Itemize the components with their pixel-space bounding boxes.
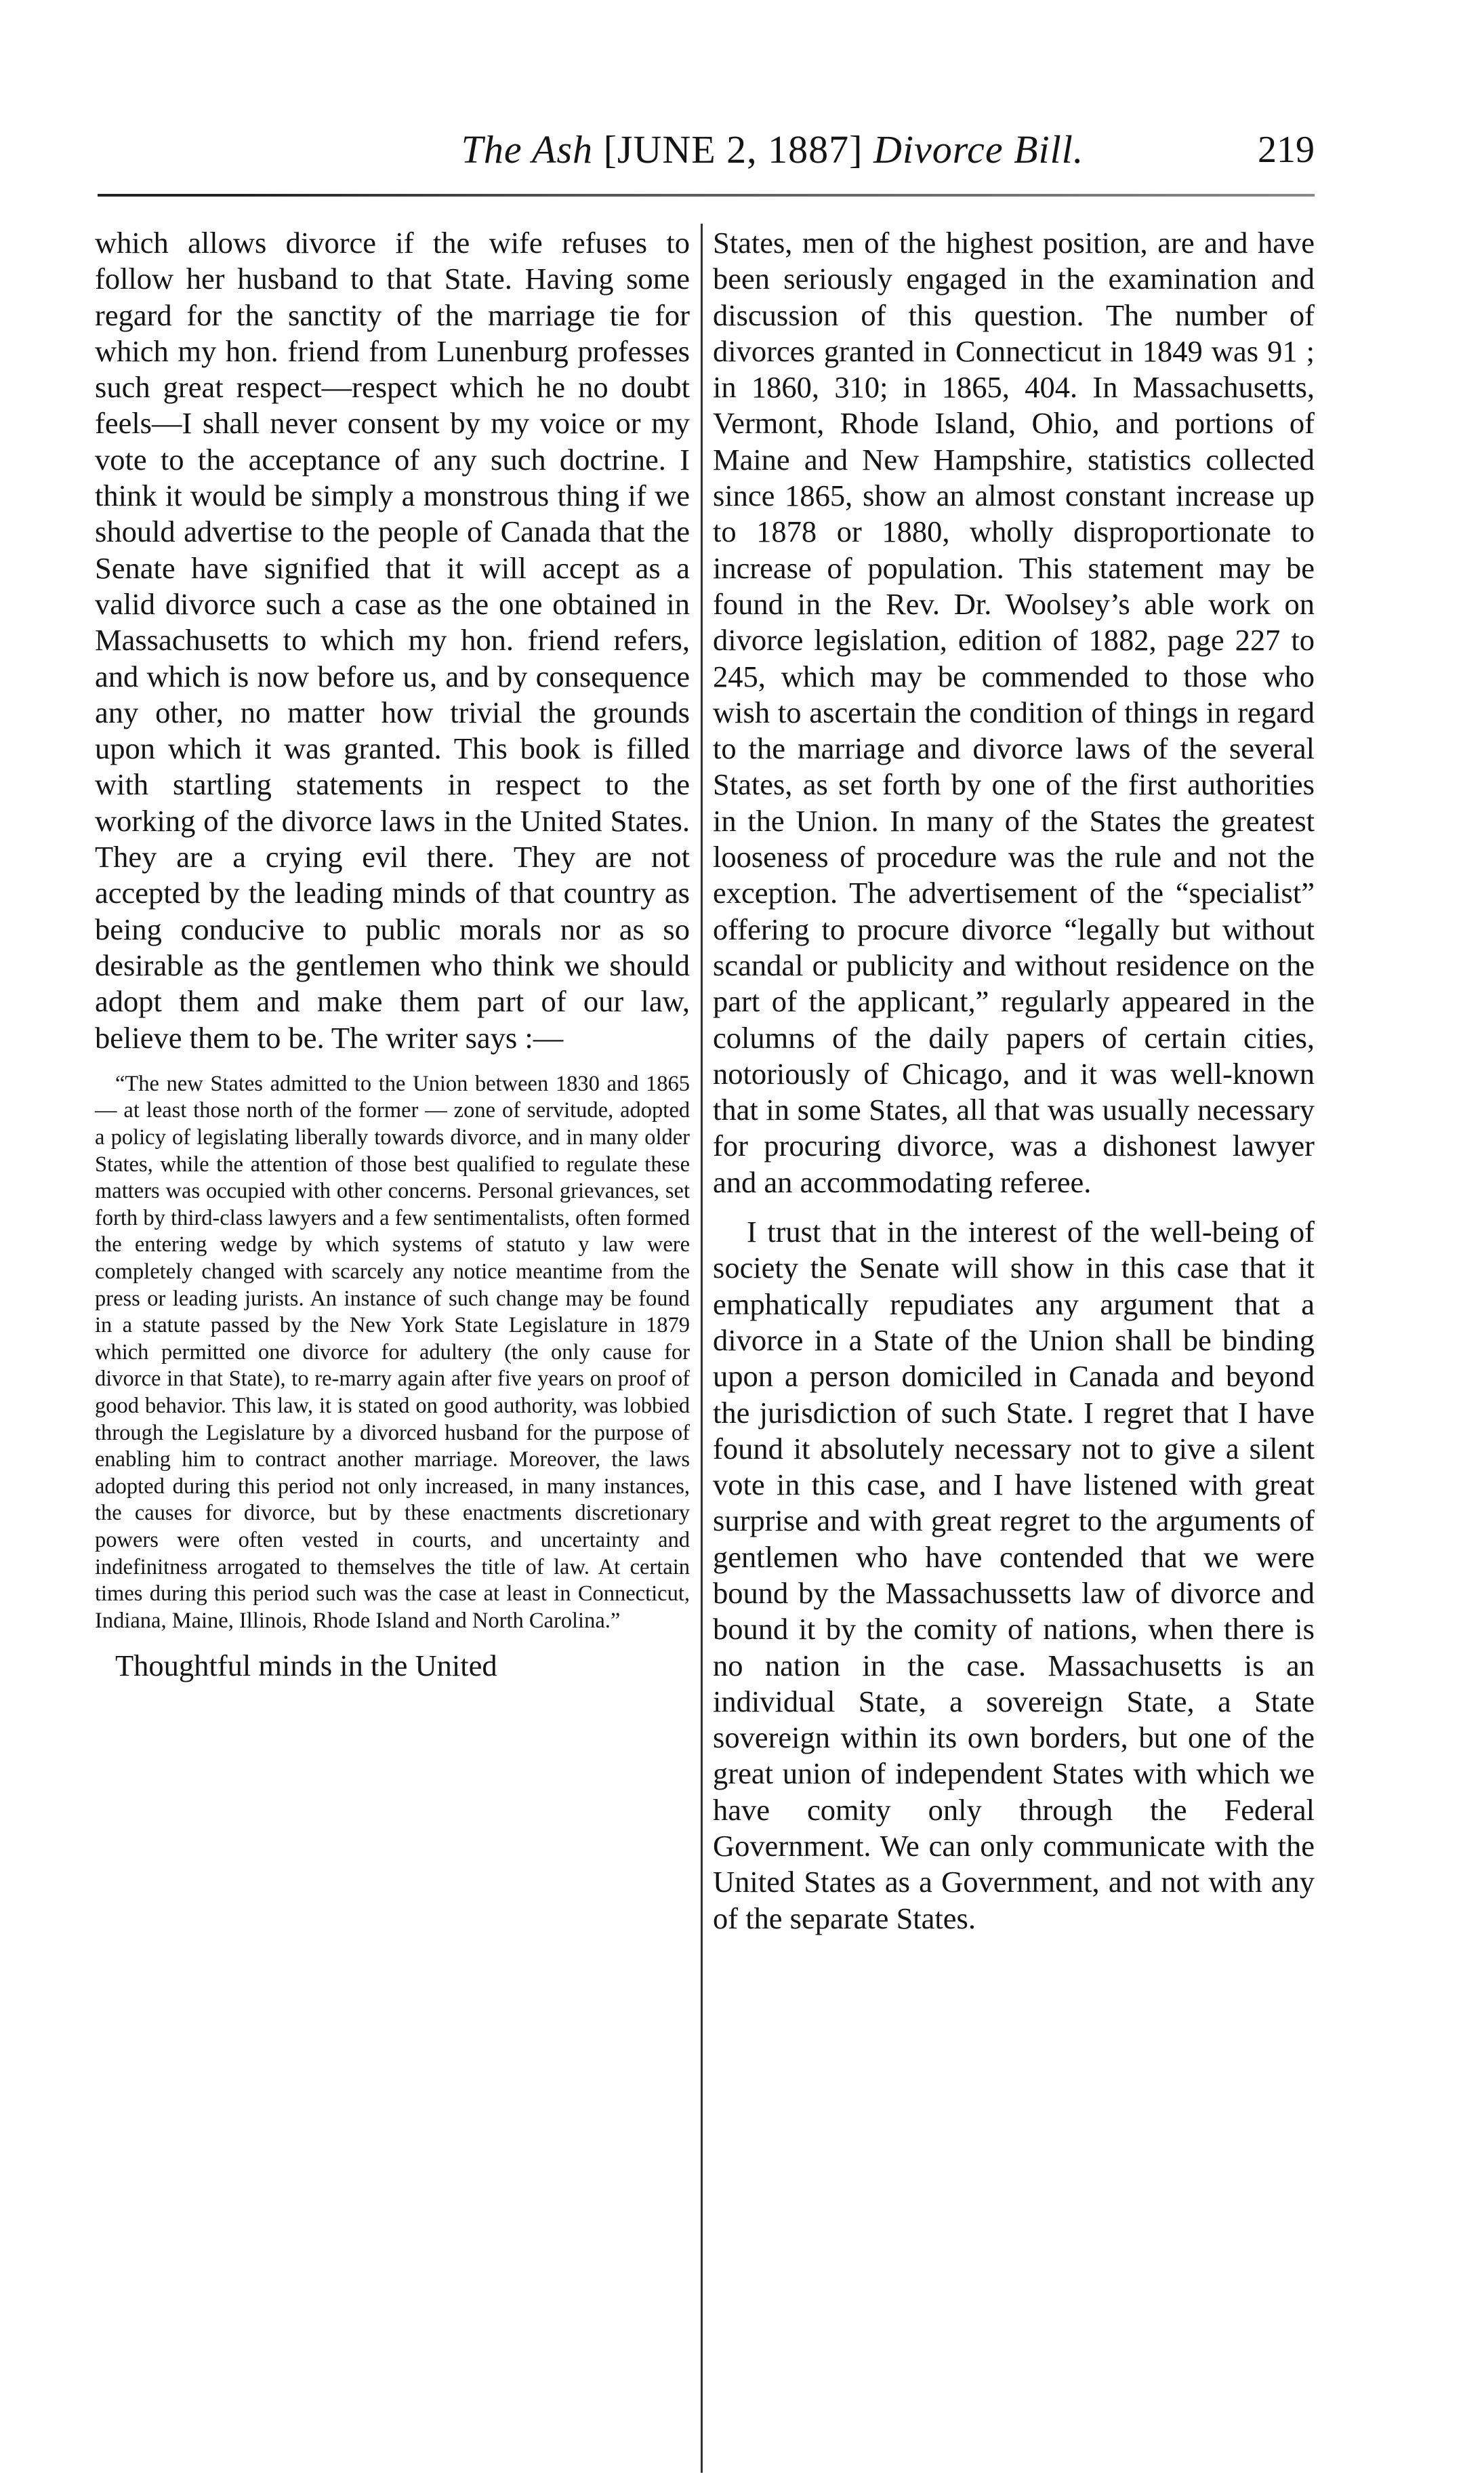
column-divider	[701, 224, 703, 2473]
block-quote: “The new States admitted to the Union between 1830 and 1865 — at least those north of the former — zone of servitude, adopted a policy of legislating liberally towards divorce, and in many older States, while the attention of those best qualified to regulate these matters was occupied with other concerns. Personal grievances, set forth by third-class lawyers and a few sentimentalists, often formed the entering wedge by which systems of statuto y law were completely changed with scarcely any notice meantime from the press or leading jurists. An instance of such change may be found in a statute passed by the New York State Legislature in 1879 which permitted one divorce for adultery (the only cause for divorce in that State), to re-marry again after five years on proof of good behavior. This law, it is stated on good authority, was lobbied through the Legislature by a divorced husband for the purpose of enabling him to contract another marriage. Moreover, the laws adopted during this period not only increased, in many instances, the causes for divorce, but by these enactments discretionary powers were often vested in courts, and uncertainty and indefinitness arrogated to themselves the title of law. At certain times during this period such was the case at least in Connecticut, Indiana, Maine, Illinois, Rhode Island and North Carolina.”	[95, 1071, 690, 1633]
left-paragraph-2: Thoughtful minds in the United	[115, 1649, 497, 1683]
running-title-ash: The Ash	[461, 127, 594, 171]
header-rule	[98, 194, 1315, 197]
left-column	[95, 225, 690, 1684]
page-header	[95, 126, 1315, 174]
right-paragraph-1: States, men of the highest position, are and have been seriously engaged in the examination and discussion of this question. The number of divorces granted in Connecticut in 1849 was 91 ; in 1860, 310; in 1865, 404. In Massachusetts, Vermont, Rhode Island, Ohio, and portions of Maine and New Hampshire, statistics collected since 1865, show an almost constant increase up to 1878 or 1880, wholly disproportionate to increase of population. This statement may be found in the Rev. Dr. Woolsey’s able work on divorce legislation, edition of 1882, page 227 to 245, which may be commended to those who wish to ascertain the condition of things in regard to the marriage and divorce laws of the several States, as set forth by one of the first authorities in the Union. In many of the States the greatest looseness of procedure was the rule and not the exception. The advertisement of the “specialist” offering to procure divorce “legally but without scandal or publicity and without residence on the part of the applicant,” regularly appeared in the columns of the daily papers of certain cities, notoriously of Chicago, and it was well-known that in some States, all that was usually necessary for procuring divorce, was a dishonest lawyer and an accommodating referee.	[713, 226, 1315, 1199]
running-title-date: [JUNE 2, 1887]	[603, 127, 863, 171]
running-title	[366, 126, 1179, 174]
page-number: 219	[1258, 129, 1315, 171]
right-column	[713, 225, 1315, 1937]
left-paragraph-1: which allows divorce if the wife refuses to follow her husband to that State. Having some regard for the sanctity of the marriage tie for which my hon. friend from Lunenburg professes such great respect—respect which he no doubt feels—I shall never consent by my voice or my vote to the acceptance of any such doctrine. I think it would be simply a monstrous thing if we should advertise to the people of Canada that the Senate have signified that it will accept as a valid divorce such a case as the one obtained in Massachusetts to which my hon. friend refers, and which is now before us, and by consequence any other, no matter how trivial the grounds upon which it was granted. This book is filled with startling statements in respect to the working of the divorce laws in the United States. They are a crying evil there. They are not accepted by the leading minds of that country as being conducive to public morals nor as so desirable as the gentlemen who think we should adopt them and make them part of our law, believe them to be. The writer says :—	[95, 226, 690, 1055]
right-paragraph-2: I trust that in the interest of the well-being of society the Senate will show in this case that it emphatically repudiates any argument that a divorce in a State of the Union shall be binding upon a person domiciled in Canada and beyond the jurisdiction of such State. I regret that I have found it absolutely necessary not to give a silent vote in this case, and I have listened with great surprise and with great regret to the arguments of gentlemen who have contended that we were bound by the Massachussetts law of divorce and bound it by the comity of nations, when there is no nation in the case. Massachusetts is an individual State, a sovereign State, a State sovereign within its own borders, but one of the great union of independent States with which we have comity only through the Federal Government. We can only communicate with the United States as a Government, and not with any of the separate States.	[713, 1215, 1315, 1935]
running-title-bill: Divorce Bill.	[873, 127, 1084, 171]
